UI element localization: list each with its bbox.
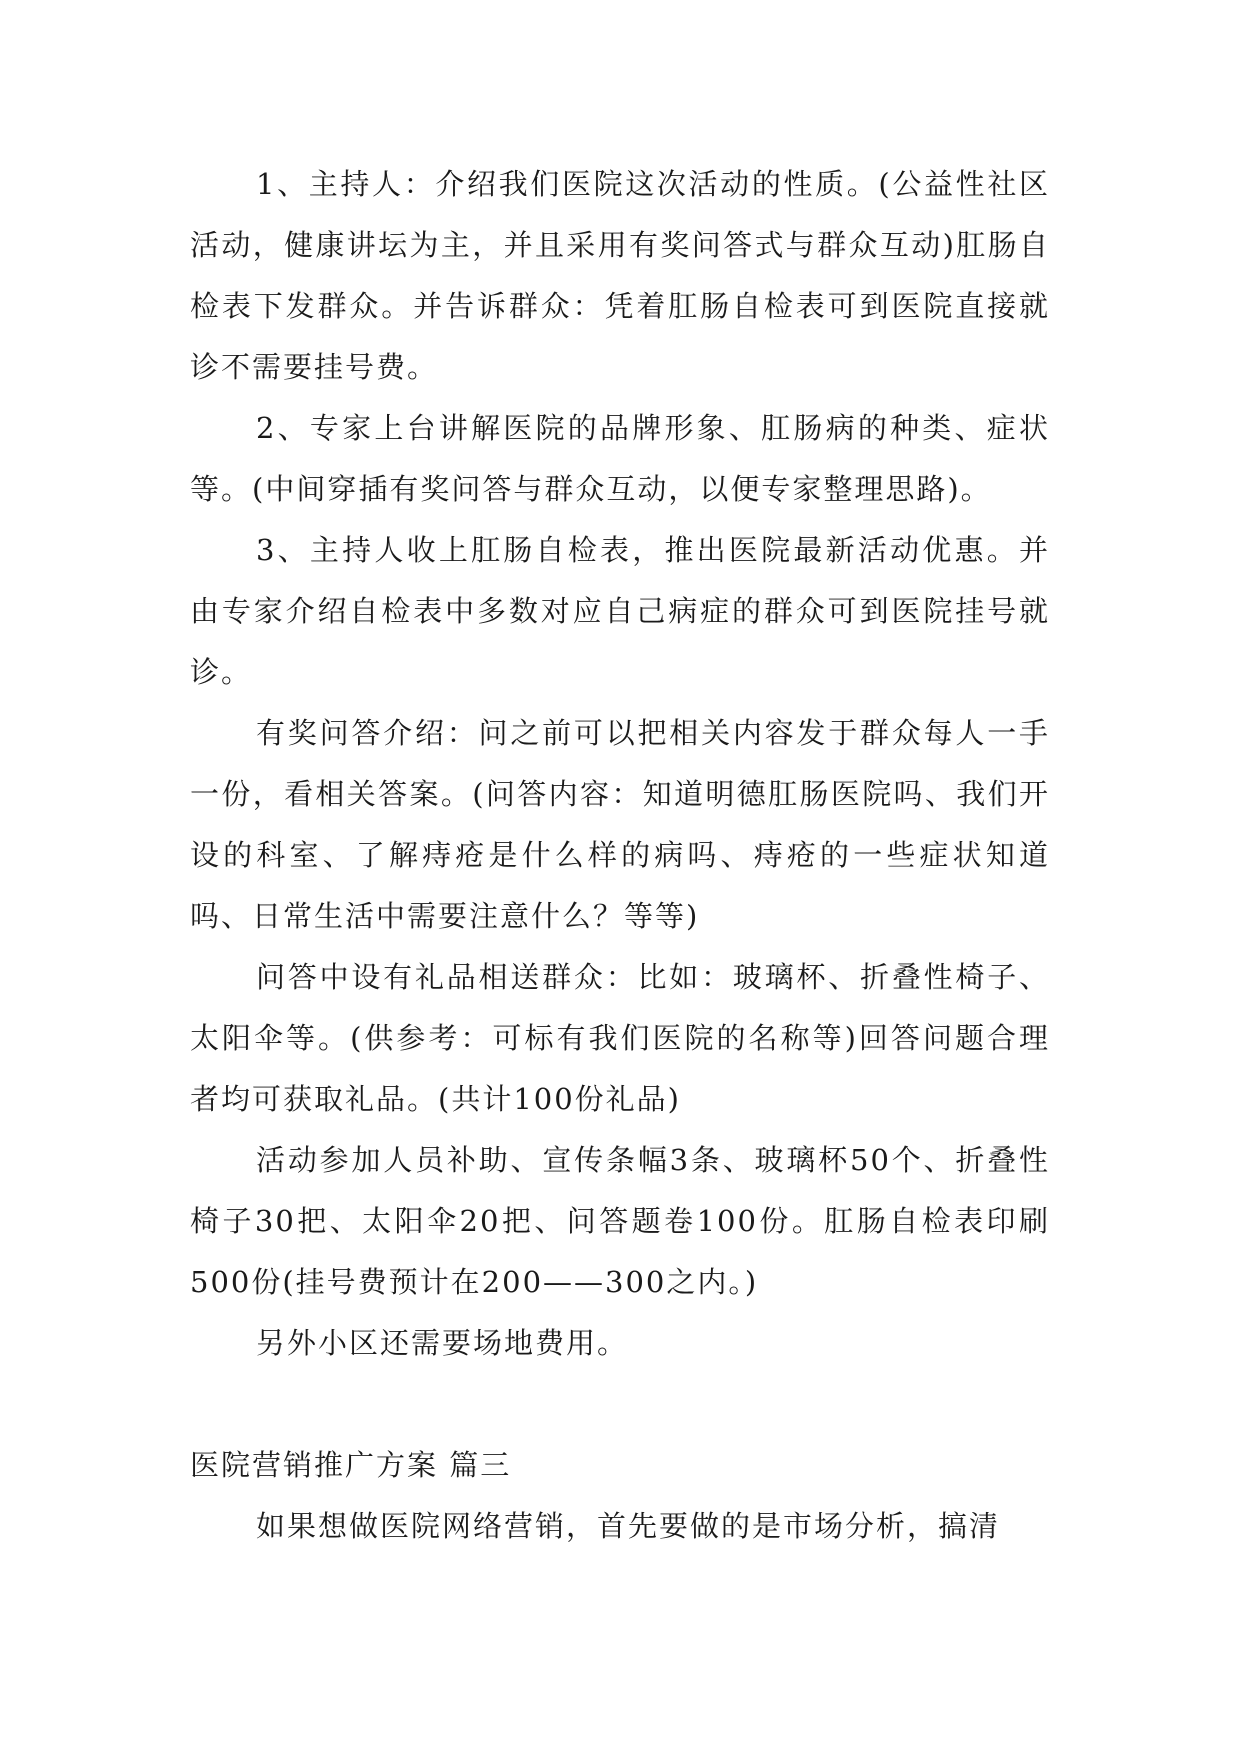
paragraph-venue-fee: 另外小区还需要场地费用。 bbox=[256, 1326, 629, 1360]
paragraph-market-analysis: 如果想做医院网络营销，首先要做的是市场分析，搞清 bbox=[256, 1509, 1001, 1543]
paragraph-quiz-intro: 有奖问答介绍：问之前可以把相关内容发于群众每人一手一份，看相关答案。(问答内容：知道明德肛肠医院吗、我们开设的科室、了解痔疮是什么样的病吗、痔疮的一些症状知道吗、日常生活中需要注意什么？等等) bbox=[190, 716, 1050, 933]
section-heading: 医院营销推广方案 篇三 bbox=[190, 1448, 512, 1482]
paragraph-gifts: 问答中设有礼品相送群众：比如：玻璃杯、折叠性椅子、太阳伞等。(供参考：可标有我们医院的名称等)回答问题合理者均可获取礼品。(共计100份礼品) bbox=[190, 960, 1050, 1116]
paragraph-host-intro: 1、主持人：介绍我们医院这次活动的性质。(公益性社区活动，健康讲坛为主，并且采用有奖问答式与群众互动)肛肠自检表下发群众。并告诉群众：凭着肛肠自检表可到医院直接就诊不需要挂号费。 bbox=[190, 167, 1050, 384]
paragraph-collect-forms: 3、主持人收上肛肠自检表，推出医院最新活动优惠。并由专家介绍自检表中多数对应自己病症的群众可到医院挂号就诊。 bbox=[190, 533, 1050, 689]
document-body bbox=[190, 154, 1050, 1557]
paragraph-expert-talk: 2、专家上台讲解医院的品牌形象、肛肠病的种类、症状等。(中间穿插有奖问答与群众互动，以便专家整理思路)。 bbox=[190, 411, 1050, 506]
paragraph-budget: 活动参加人员补助、宣传条幅3条、玻璃杯50个、折叠性椅子30把、太阳伞20把、问答题卷100份。肛肠自检表印刷500份(挂号费预计在200——300之内。) bbox=[190, 1143, 1050, 1299]
